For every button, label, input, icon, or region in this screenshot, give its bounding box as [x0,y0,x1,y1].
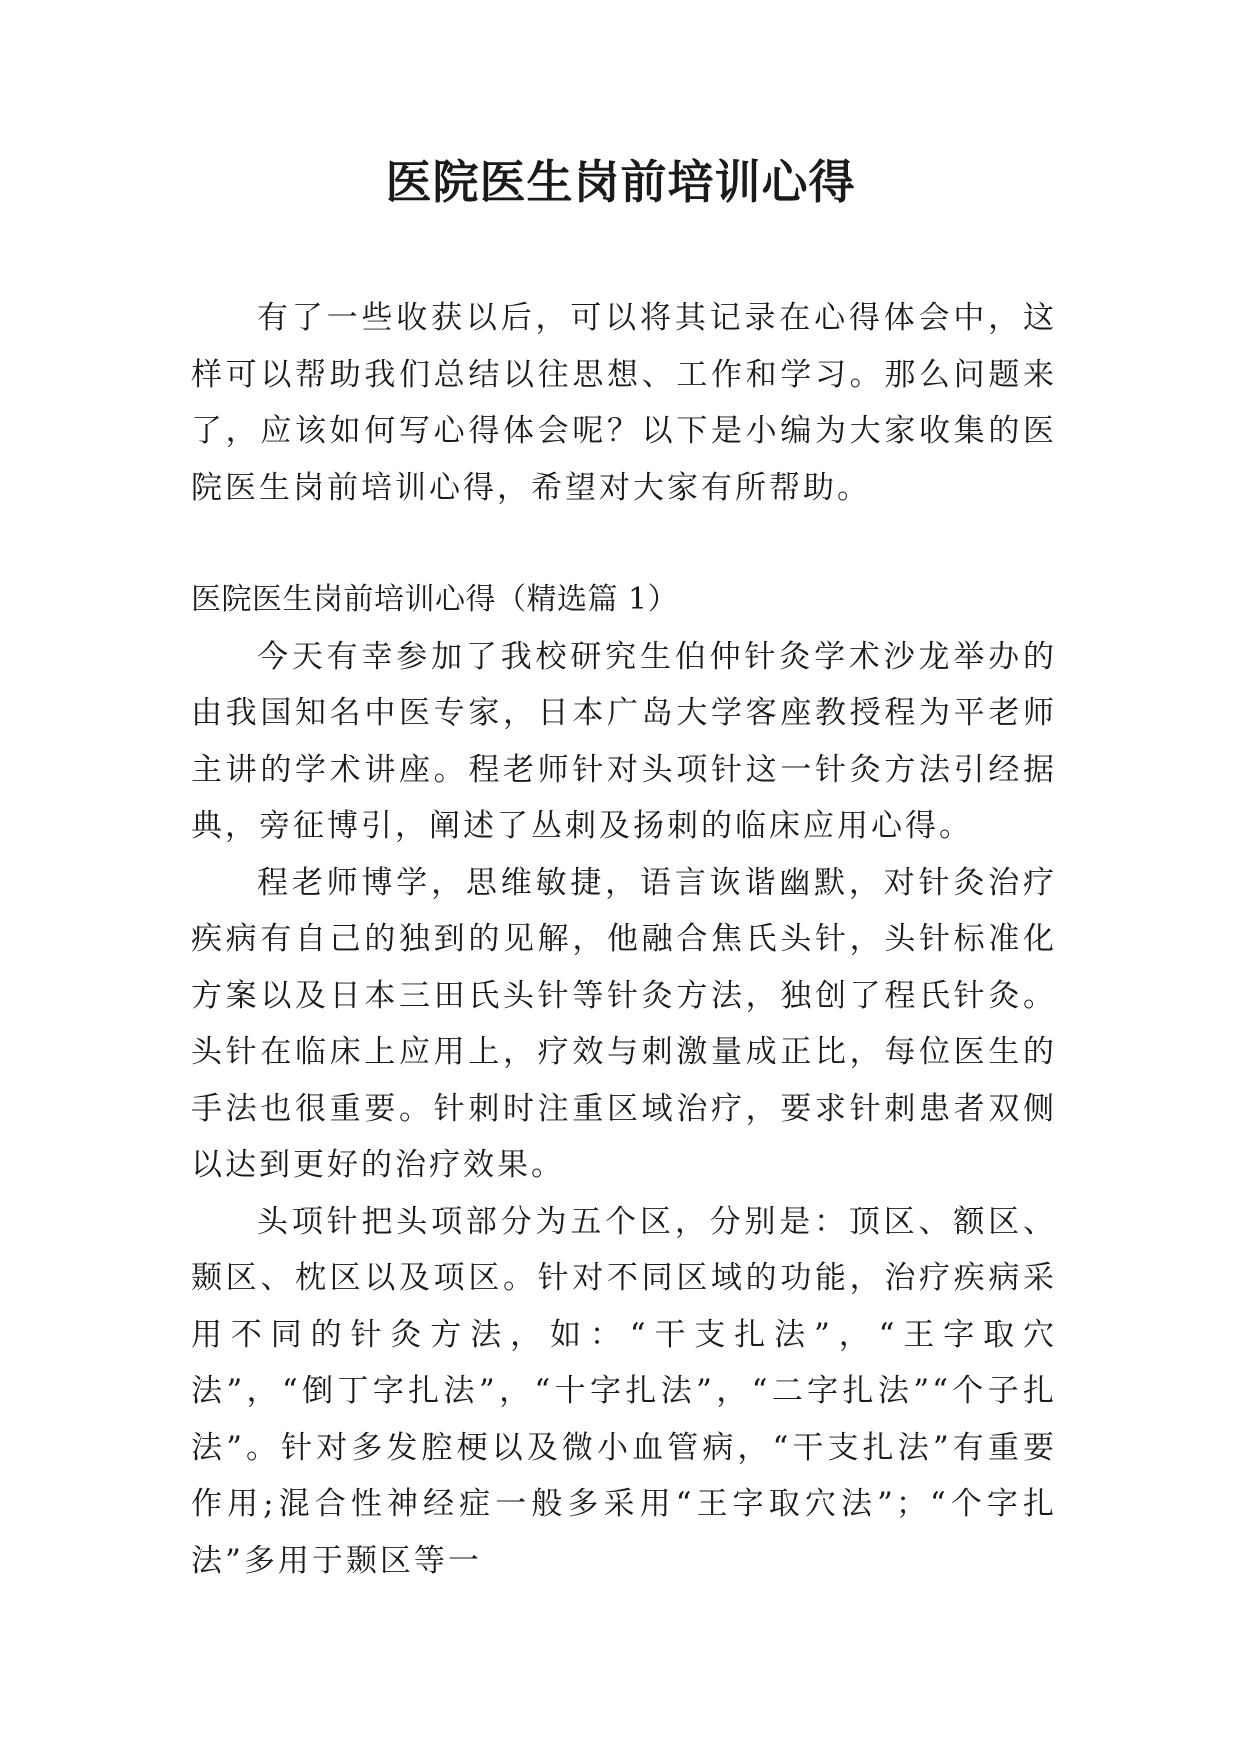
document-body [191,290,1057,1589]
document-title: 医院医生岗前培训心得 [385,155,856,209]
body-paragraph-2: 程老师博学，思维敏捷，语言诙谐幽默，对针灸治疗疾病有自己的独到的见解，他融合焦氏头针，头针标准化方案以及日本三田氏头针等针灸方法，独创了程氏针灸。头针在临床上应用上，疗效与刺激量成正比，每位医生的手法也很重要。针刺时注重区域治疗，要求针刺患者双侧以达到更好的治疗效果。 [191,864,1057,1183]
paragraph-spacer [191,516,1057,572]
body-paragraph-3: 头项针把头项部分为五个区，分别是：顶区、额区、颞区、枕区以及项区。针对不同区域的功能，治疗疾病采用不同的针灸方法，如：“干支扎法”，“王字取穴法”，“倒丁字扎法”，“十字扎法”，“二字扎法”“个子扎法”。针对多发腔梗以及微小血管病，“干支扎法”有重要作用;混合性神经症一般多采用“王字取穴法”；“个字扎法”多用于颞区等一 [191,1203,1057,1579]
section-heading: 医院医生岗前培训心得（精选篇 1） [191,582,679,617]
body-paragraph-1: 今天有幸参加了我校研究生伯仲针灸学术沙龙举办的由我国知名中医专家，日本广岛大学客座教授程为平老师主讲的学术讲座。程老师针对头项针这一针灸方法引经据典，旁征博引，阐述了丛刺及扬刺的临床应用心得。 [191,638,1057,844]
intro-paragraph: 有了一些收获以后，可以将其记录在心得体会中，这样可以帮助我们总结以往思想、工作和学习。那么问题来了，应该如何写心得体会呢？以下是小编为大家收集的医院医生岗前培训心得，希望对大家有所帮助。 [191,300,1057,506]
